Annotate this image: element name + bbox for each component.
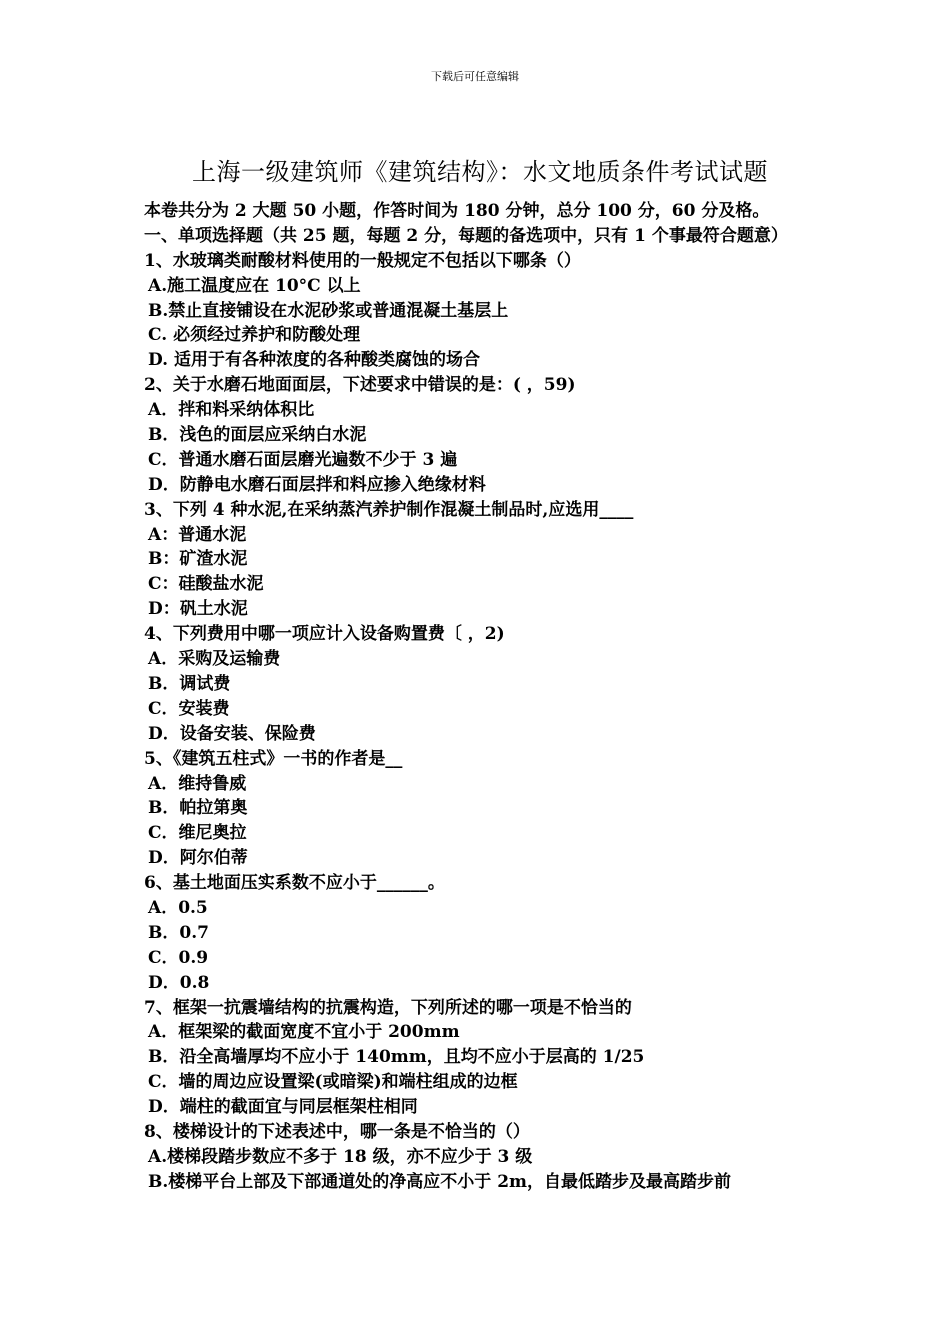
answer-option: B.楼梯平台上部及下部通道处的净高应不小于 2m，自最低踏步及最高踏步前 [148, 1171, 732, 1192]
answer-option: C. 必须经过养护和防酸处理 [148, 325, 361, 346]
question-list [144, 249, 814, 1195]
section-heading: 一、单项选择题（共 25 题，每题 2 分，每题的备选项中，只有 1 个事最符合题意） [144, 225, 788, 246]
header-note: 下载后可任意编辑 [431, 70, 519, 83]
answer-option: C．墙的周边应设置梁(或暗梁)和端柱组成的边框 [148, 1072, 518, 1093]
answer-option: C：硅酸盐水泥 [148, 574, 264, 595]
answer-option: B．帕拉第奥 [148, 798, 248, 819]
answer-option: A．维持鲁威 [148, 773, 247, 794]
document-body [144, 199, 814, 1195]
answer-option: D. 适用于有各种浓度的各种酸类腐蚀的场合 [148, 350, 480, 371]
answer-option: C．维尼奥拉 [148, 823, 247, 844]
question-text: 8、楼梯设计的下述表述中，哪一条是不恰当的（） [144, 1121, 530, 1142]
answer-option: C．0.9 [148, 947, 209, 968]
answer-option: C．安装费 [148, 698, 230, 719]
answer-option: D．0.8 [148, 972, 210, 993]
document-title: 上海一级建筑师《建筑结构》：水文地质条件考试试题 [192, 158, 768, 186]
question-text: 1、水玻璃类耐酸材料使用的一般规定不包括以下哪条（） [144, 250, 581, 271]
question-block [144, 249, 814, 373]
answer-option: D．防静电水磨石面层拌和料应掺入绝缘材料 [148, 474, 486, 495]
answer-option: B．沿全高墙厚均不应小于 140mm，且均不应小于层高的 1/25 [148, 1047, 645, 1068]
answer-option: B．调试费 [148, 673, 231, 694]
question-text: 6、基土地面压实系数不应小于______。 [144, 873, 445, 894]
answer-option: A：普通水泥 [148, 524, 247, 545]
answer-option: B：矿渣水泥 [148, 549, 248, 570]
question-block [144, 871, 814, 995]
question-block [144, 747, 814, 871]
question-text: 7、框架一抗震墙结构的抗震构造，下列所述的哪一项是不恰当的 [144, 997, 632, 1018]
question-block [144, 1120, 814, 1195]
answer-option: B．浅色的面层应采纳白水泥 [148, 425, 367, 446]
answer-option: B．0.7 [148, 922, 209, 943]
answer-option: A.施工温度应在 10°C 以上 [148, 275, 361, 296]
answer-option: D：矾土水泥 [148, 599, 248, 620]
question-block [144, 996, 814, 1120]
question-text: 5、《建筑五柱式》一书的作者是__ [144, 748, 403, 769]
answer-option: A．采购及运输费 [148, 649, 281, 670]
answer-option: D．阿尔伯蒂 [148, 848, 248, 869]
question-block [144, 373, 814, 497]
question-text: 2、关于水磨石地面面层，下述要求中错误的是：( ，59) [144, 375, 576, 396]
answer-option: A．框架梁的截面宽度不宜小于 200mm [148, 1022, 460, 1043]
answer-option: C．普通水磨石面层磨光遍数不少于 3 遍 [148, 449, 458, 470]
question-text: 4、下列费用中哪一项应计入设备购置费〔 ，2) [144, 624, 505, 645]
question-block [144, 498, 814, 622]
question-text: 3、下列 4 种水泥,在采纳蒸汽养护制作混凝土制品时,应选用____ [144, 499, 634, 520]
answer-option: D．设备安装、保险费 [148, 723, 316, 744]
answer-option: B.禁止直接铺设在水泥砂浆或普通混凝土基层上 [148, 300, 509, 321]
answer-option: A．拌和料采纳体积比 [148, 400, 315, 421]
answer-option: D．端柱的截面宜与同层框架柱相同 [148, 1097, 418, 1118]
exam-intro: 本卷共分为 2 大题 50 小题，作答时间为 180 分钟，总分 100 分，60 分及格。 [144, 201, 770, 221]
answer-option: A．0.5 [148, 897, 208, 918]
answer-option: A.楼梯段踏步数应不多于 18 级，亦不应少于 3 级 [148, 1146, 533, 1167]
question-block [144, 622, 814, 746]
